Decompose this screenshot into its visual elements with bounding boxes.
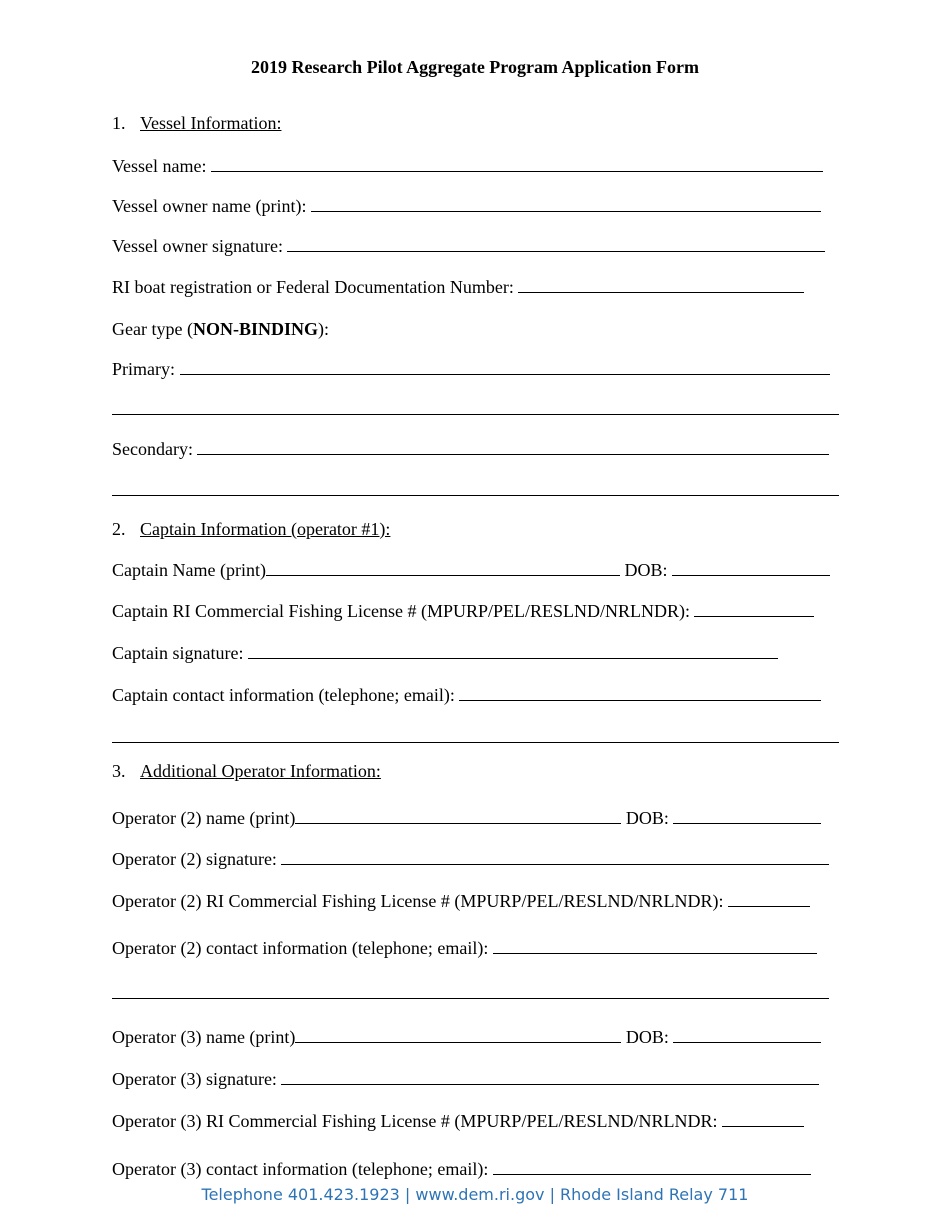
vessel-name-field[interactable] [211, 155, 823, 172]
captain-name-field[interactable] [266, 559, 620, 576]
operator-2-signature-label: Operator (2) signature: [112, 849, 277, 869]
operator-2-name-label: Operator (2) name (print) [112, 808, 296, 828]
captain-name-row [112, 559, 830, 581]
operator-2-name-field[interactable] [295, 807, 621, 824]
operator-3-signature-label: Operator (3) signature: [112, 1069, 277, 1089]
section-1-heading [112, 112, 281, 134]
captain-license-field[interactable] [694, 600, 814, 617]
owner-signature-row [112, 235, 825, 257]
operator-3-signature-row [112, 1068, 819, 1090]
gear-type-row [112, 318, 329, 340]
section-3-heading [112, 760, 381, 782]
operator-3-license-field[interactable] [722, 1110, 804, 1127]
vessel-name-label: Vessel name: [112, 156, 207, 176]
operator-2-signature-field[interactable] [281, 848, 829, 865]
operator-2-license-field[interactable] [728, 890, 810, 907]
captain-signature-label: Captain signature: [112, 643, 244, 663]
operator-3-license-label: Operator (3) RI Commercial Fishing License # (MPURP/PEL/RESLND/NRLNDR: [112, 1111, 718, 1131]
operator-2-dob-field[interactable] [673, 807, 821, 824]
gear-type-nonbinding: NON-BINDING [192, 319, 318, 339]
primary-gear-field[interactable] [180, 358, 830, 375]
section-2-number: 2. [112, 519, 126, 539]
operator-3-dob-field[interactable] [673, 1026, 821, 1043]
operator-3-contact-field[interactable] [493, 1158, 811, 1175]
registration-row [112, 276, 804, 298]
captain-dob-label: DOB: [624, 560, 668, 580]
section-3-number: 3. [112, 761, 126, 781]
operator-2-license-row [112, 890, 810, 912]
operator-2-license-label: Operator (2) RI Commercial Fishing License # (MPURP/PEL/RESLND/NRLNDR): [112, 891, 724, 911]
owner-signature-label: Vessel owner signature: [112, 236, 283, 256]
owner-name-label: Vessel owner name (print): [112, 196, 307, 216]
operator-3-name-label: Operator (3) name (print) [112, 1027, 296, 1047]
section-1-title: Vessel Information: [140, 113, 282, 133]
captain-contact-field[interactable] [459, 684, 821, 701]
operator-3-name-row [112, 1026, 821, 1048]
secondary-gear-row [112, 438, 829, 460]
section-2-heading [112, 518, 390, 540]
operator-2-name-row [112, 807, 821, 829]
operator-3-name-field[interactable] [295, 1026, 621, 1043]
operator-3-contact-label: Operator (3) contact information (telephone; email): [112, 1159, 489, 1179]
secondary-gear-field[interactable] [197, 438, 829, 455]
registration-field[interactable] [518, 276, 804, 293]
operator-3-license-row [112, 1110, 804, 1132]
captain-dob-field[interactable] [672, 559, 830, 576]
operator-2-contact-row [112, 937, 817, 959]
primary-gear-label: Primary: [112, 359, 175, 379]
section-3-title: Additional Operator Information: [140, 761, 381, 781]
section-1-number: 1. [112, 113, 126, 133]
primary-gear-extra-line[interactable] [112, 414, 839, 415]
owner-name-field[interactable] [311, 195, 821, 212]
footer-contact: Telephone 401.423.1923 | www.dem.ri.gov | Rhode Island Relay 711 [201, 1185, 749, 1204]
captain-signature-field[interactable] [248, 642, 778, 659]
operator-2-contact-label: Operator (2) contact information (telephone; email): [112, 938, 489, 958]
operator-2-contact-extra-line[interactable] [112, 998, 829, 999]
operator-3-contact-row [112, 1158, 811, 1180]
owner-name-row [112, 195, 821, 217]
captain-name-label: Captain Name (print) [112, 560, 266, 580]
registration-label: RI boat registration or Federal Documentation Number: [112, 277, 514, 297]
section-2-title: Captain Information (operator #1): [140, 519, 391, 539]
captain-contact-row [112, 684, 821, 706]
captain-license-row [112, 600, 814, 622]
gear-type-suffix: ): [317, 319, 329, 339]
captain-contact-label: Captain contact information (telephone; email): [112, 685, 455, 705]
operator-2-dob-label: DOB: [625, 808, 669, 828]
operator-3-dob-label: DOB: [625, 1027, 669, 1047]
secondary-gear-extra-line[interactable] [112, 495, 839, 496]
operator-2-contact-field[interactable] [493, 937, 817, 954]
captain-contact-extra-line[interactable] [112, 742, 839, 743]
operator-2-signature-row [112, 848, 829, 870]
captain-license-label: Captain RI Commercial Fishing License # (MPURP/PEL/RESLND/NRLNDR): [112, 601, 690, 621]
vessel-name-row [112, 155, 823, 177]
gear-type-prefix: Gear type ( [112, 319, 193, 339]
form-title: 2019 Research Pilot Aggregate Program Application Form [251, 57, 699, 77]
captain-signature-row [112, 642, 778, 664]
secondary-gear-label: Secondary: [112, 439, 193, 459]
owner-signature-field[interactable] [287, 235, 825, 252]
operator-3-signature-field[interactable] [281, 1068, 819, 1085]
primary-gear-row [112, 358, 830, 380]
